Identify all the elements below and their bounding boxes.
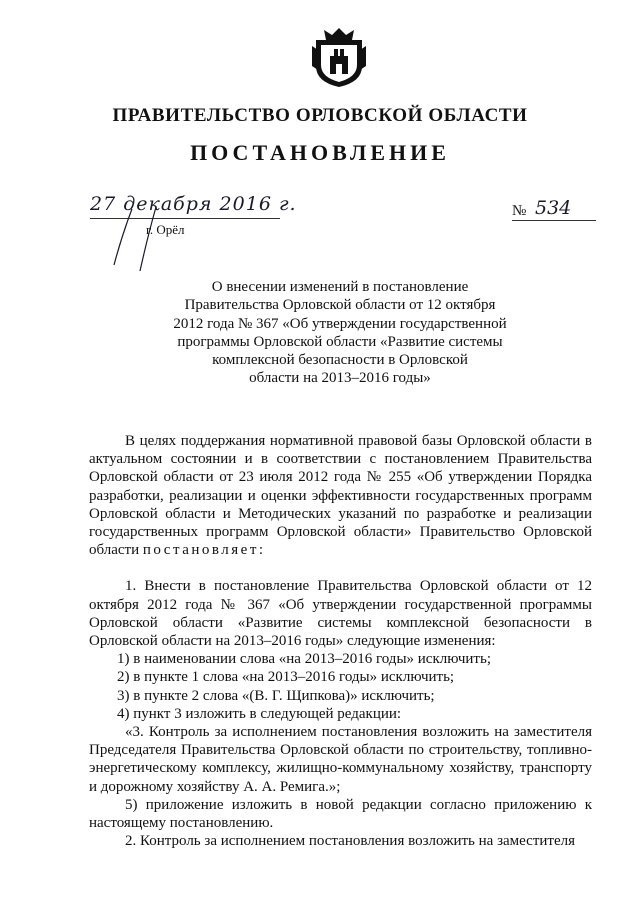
number-underline <box>512 220 596 221</box>
preamble-text: В целях поддержания нормативной правовой базы Орловской области в актуальном состоянии и в соответствии с постановлением Правительства Орловской области от 23 июля 2012 года № 255 «Об утверждении Порядка разработки, реализации и оценки эффективности государственных программ Орловской области и Методических указаний по разработке и реализации государственных программ Орловской области» Правительство Орловской области <box>89 433 592 559</box>
organization-title: ПРАВИТЕЛЬСТВО ОРЛОВСКОЙ ОБЛАСТИ <box>112 105 528 126</box>
subject-line: комплексной безопасности в Орловской <box>212 352 468 369</box>
handwritten-number: 534 <box>535 197 572 219</box>
document-type-title: ПОСТАНОВЛЕНИЕ <box>190 140 450 165</box>
clause-1-intro: 1. Внести в постановление Правительства Орловской области от 12 октября 2012 года № 367 «Об утверждении государственной программы Орловской области «Развитие системы комплексной безопасности в Орловской области на 2013–2016 годы» следующие изменения: <box>89 578 592 650</box>
clause-1-item: 1) в наименовании слова «на 2013–2016 годы» исключить; <box>117 651 491 668</box>
number-label: № <box>512 203 527 219</box>
subject-line: О внесении изменений в постановление <box>211 279 469 295</box>
handwritten-date: 27 декабря 2016 г. <box>90 193 297 215</box>
clause-1-item: 5) приложение изложить в новой редакции согласно приложению к настоящему постановлению. <box>89 796 592 832</box>
clause-1-item: 2) в пункте 1 слова «на 2013–2016 годы» исключить; <box>117 669 455 686</box>
coat-of-arms-emblem <box>310 26 368 88</box>
clause-2: 2. Контроль за исполнением постановления возложить на заместителя <box>125 833 576 850</box>
preamble-paragraph <box>89 432 592 559</box>
clause-1-quote: «3. Контроль за исполнением постановления возложить на заместителя Председателя Правительства Орловской области по строительству, топливно-энергетическому комплексу, жилищно-коммунальному хозяйству, транспорту и дорожному хозяйству А. А. Ремига.»; <box>89 724 592 795</box>
city-label: г. Орёл <box>146 222 185 237</box>
subject-line: программы Орловской области «Развитие системы <box>177 333 503 350</box>
clause-1-item: 4) пункт 3 изложить в следующей редакции: <box>117 705 402 722</box>
subject-line: области на 2013–2016 годы» <box>249 370 431 387</box>
subject-line: 2012 года № 367 «Об утверждении государственной <box>173 315 507 332</box>
handwriting-stroke <box>92 205 212 275</box>
resolves-word: постановляет: <box>142 542 266 559</box>
subject-line: Правительства Орловской области от 12 октября <box>184 297 496 314</box>
document-body <box>89 432 592 850</box>
clause-1-item: 3) в пункте 2 слова «(В. Г. Щипкова)» исключить; <box>117 687 435 704</box>
document-subject <box>150 278 530 388</box>
